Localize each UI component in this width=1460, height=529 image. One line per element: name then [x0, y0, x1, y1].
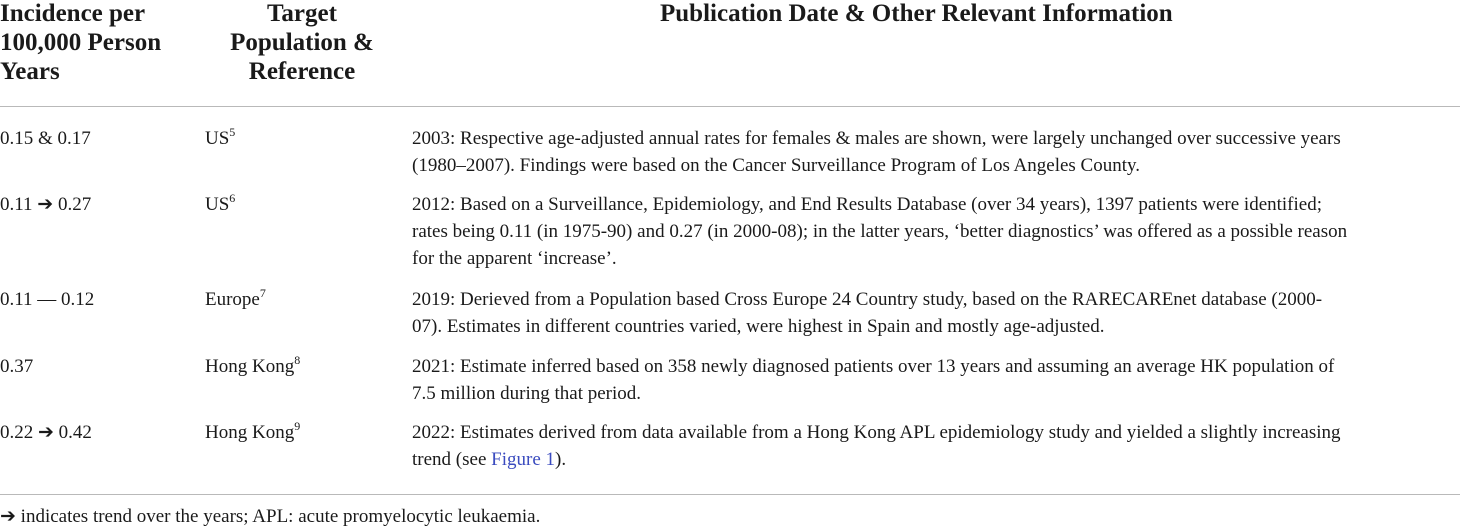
row-3-info [412, 286, 1460, 340]
row-2-info-line-2: rates being 0.11 (in 1975-90) and 0.27 (in 2000-08); in the latter years, ‘better diagnostics’ was offered as a possible reason [412, 221, 1348, 242]
row-1-info [412, 125, 1460, 179]
row-3-population [205, 286, 266, 315]
row-1-incidence: 0.15 & 0.17 [0, 128, 91, 149]
header-divider [0, 106, 1460, 107]
row-5-reference[interactable]: 9 [294, 419, 301, 433]
row-4-incidence: 0.37 [0, 356, 34, 377]
table-footnote: ➔ indicates trend over the years; APL: acute promyelocytic leukaemia. [0, 506, 541, 527]
row-3-info-line-1: 2019: Derieved from a Population based Cross Europe 24 Country study, based on the RARECAREnet database (2000- [412, 289, 1323, 310]
header-population-line-1: Target [267, 0, 337, 27]
row-5-info-text-before-link: trend (see [412, 449, 492, 470]
row-4-population [205, 353, 300, 382]
row-4-info-line-2: 7.5 million during that period. [412, 383, 642, 404]
row-1-reference[interactable]: 5 [229, 125, 236, 139]
row-1-population-name: US [205, 128, 230, 149]
header-incidence [0, 0, 161, 86]
header-incidence-line-2: 100,000 Person [0, 29, 162, 56]
row-3-reference[interactable]: 7 [259, 286, 266, 300]
figure-1-link[interactable]: Figure 1 [491, 449, 555, 470]
header-incidence-line-1: Incidence per [0, 0, 146, 27]
row-2-info-line-1: 2012: Based on a Surveillance, Epidemiology, and End Results Database (over 34 years), 1397 patients were identified; [412, 194, 1322, 215]
row-5-incidence: 0.22 ➔ 0.42 [0, 422, 92, 443]
header-incidence-line-3: Years [0, 58, 60, 85]
row-3-info-line-2: 07). Estimates in different countries varied, were highest in Spain and mostly age-adjusted. [412, 316, 1105, 337]
header-population [222, 0, 382, 86]
row-2-population [205, 191, 235, 220]
row-2-info-line-3: for the apparent ‘increase’. [412, 248, 617, 269]
row-4-population-name: Hong Kong [205, 356, 295, 377]
row-2-reference[interactable]: 6 [229, 191, 236, 205]
row-4-info-line-1: 2021: Estimate inferred based on 358 newly diagnosed patients over 13 years and assuming an average HK population of [412, 356, 1335, 377]
row-3-incidence: 0.11 — 0.12 [0, 289, 95, 310]
row-2-population-name: US [205, 194, 230, 215]
row-4-info [412, 353, 1460, 407]
row-2-info [412, 191, 1460, 272]
row-5-population [205, 419, 300, 448]
row-5-info-text-after-link: ). [555, 449, 567, 470]
row-1-population [205, 125, 235, 154]
header-population-line-2: Population & [230, 29, 374, 56]
row-1-info-line-2: (1980–2007). Findings were based on the Cancer Surveillance Program of Los Angeles County. [412, 155, 1141, 176]
row-1-info-line-1: 2003: Respective age-adjusted annual rates for females & males are shown, were largely unchanged over successive years [412, 128, 1341, 149]
header-population-line-3: Reference [248, 58, 356, 85]
table-bottom-divider [0, 494, 1460, 495]
header-publication-info [660, 0, 1173, 28]
row-3-population-name: Europe [205, 289, 260, 310]
row-5-info-line-2 [412, 446, 1460, 473]
row-5-population-name: Hong Kong [205, 422, 295, 443]
row-5-info [412, 419, 1460, 473]
row-4-reference[interactable]: 8 [294, 353, 301, 367]
header-publication-info-line-1: Publication Date & Other Relevant Information [660, 0, 1173, 27]
row-2-incidence: 0.11 ➔ 0.27 [0, 194, 92, 215]
row-5-info-line-1: 2022: Estimates derived from data available from a Hong Kong APL epidemiology study and yielded a slightly increasing [412, 422, 1341, 443]
